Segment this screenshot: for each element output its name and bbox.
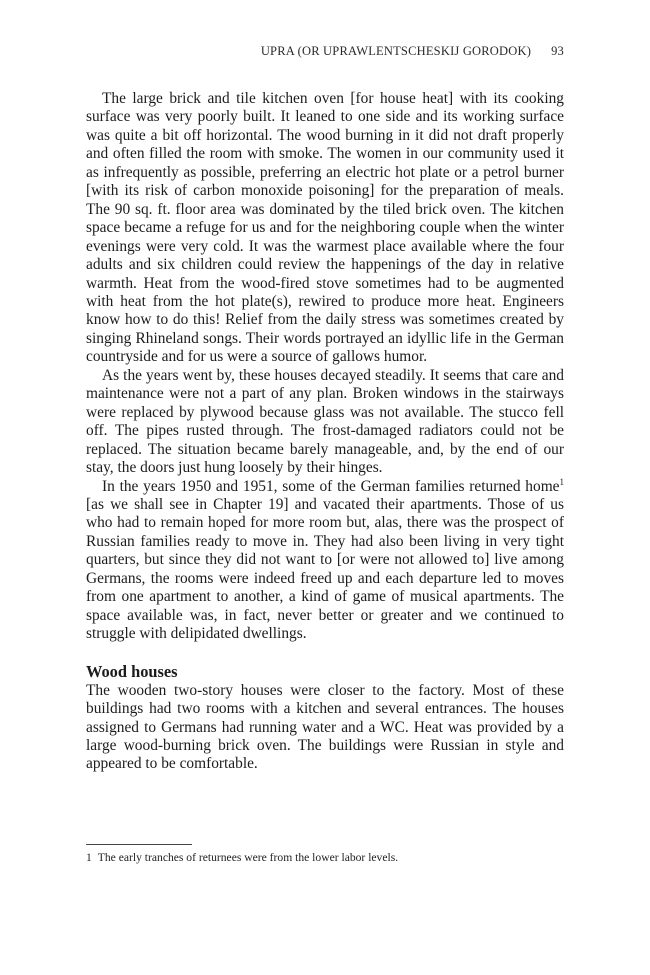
paragraph-wood-houses: The wooden two-story houses were closer to the factory. Most of these buildings had two rooms with a kitchen and several entrances. The houses assigned to Germans had running water and a WC. Heat was provided by a large wood-burning brick oven. The buildings were Russian in style and appeared to be comfortable. [86,681,564,773]
section-heading: Wood houses [86,661,178,681]
body-text [86,90,564,774]
footnote-text: The early tranches of returnees were from the lower labor levels. [97,851,399,864]
footnote-divider [86,844,192,845]
running-head [86,44,564,59]
paragraph-returns [86,478,564,644]
footnote-number: 1 [86,851,92,864]
footnote-reference[interactable]: 1 [559,476,564,487]
footnote [86,850,564,865]
running-head-title: UPRA (OR UPRAWLENTSCHESKIJ GORODOK) [260,44,532,58]
paragraph-returns-start: In the years 1950 and 1951, some of the German families returned home [102,477,560,495]
paragraph-returns-rest: [as we shall see in Chapter 19] and vacated their apartments. Those of us who had to remain hoped for more room but, alas, there was the prospect of Russian families ready to move in. They had also been living in very tight quarters, but since they did not want to [or were not allowed to] live among Germans, the rooms were indeed freed up and each departure led to moves from one apartment to another, a kind of game of musical apartments. The space available was, in fact, never better or greater and we continued to struggle with delipidated dwellings. [86,495,564,643]
paragraph-decay: As the years went by, these houses decayed steadily. It seems that care and maintenance were not a part of any plan. Broken windows in the stairways were replaced by plywood because glass was not available. The stucco fell off. The pipes rusted through. The frost-damaged radiators could not be replaced. The situation became barely manageable, and, by the end of our stay, the doors just hung loosely by their hinges. [86,366,564,477]
paragraph-oven: The large brick and tile kitchen oven [for house heat] with its cooking surface was very poorly built. It leaned to one side and its working surface was quite a bit off horizontal. The wood burning in it did not draft properly and often filled the room with smoke. The women in our community used it as infrequently as possible, preferring an electric hot plate or a petrol burner [with its risk of carbon monoxide poisoning] for the preparation of meals. The 90 sq. ft. floor area was dominated by the tiled brick oven. The kitchen space became a refuge for us and for the neighboring couple when the winter evenings were very cold. It was the warmest place available where the four adults and six children could review the happenings of the day in relative warmth. Heat from the wood-fired stove sometimes had to be augmented with heat from the hot plate(s), rewired to produce more heat. Engineers know how to do this! Relief from the daily stress was sometimes created by singing Rhineland songs. Their words portrayed an idyllic life in the German countryside and for us were a source of gallows humor. [86,90,564,366]
page-number: 93 [551,44,564,58]
